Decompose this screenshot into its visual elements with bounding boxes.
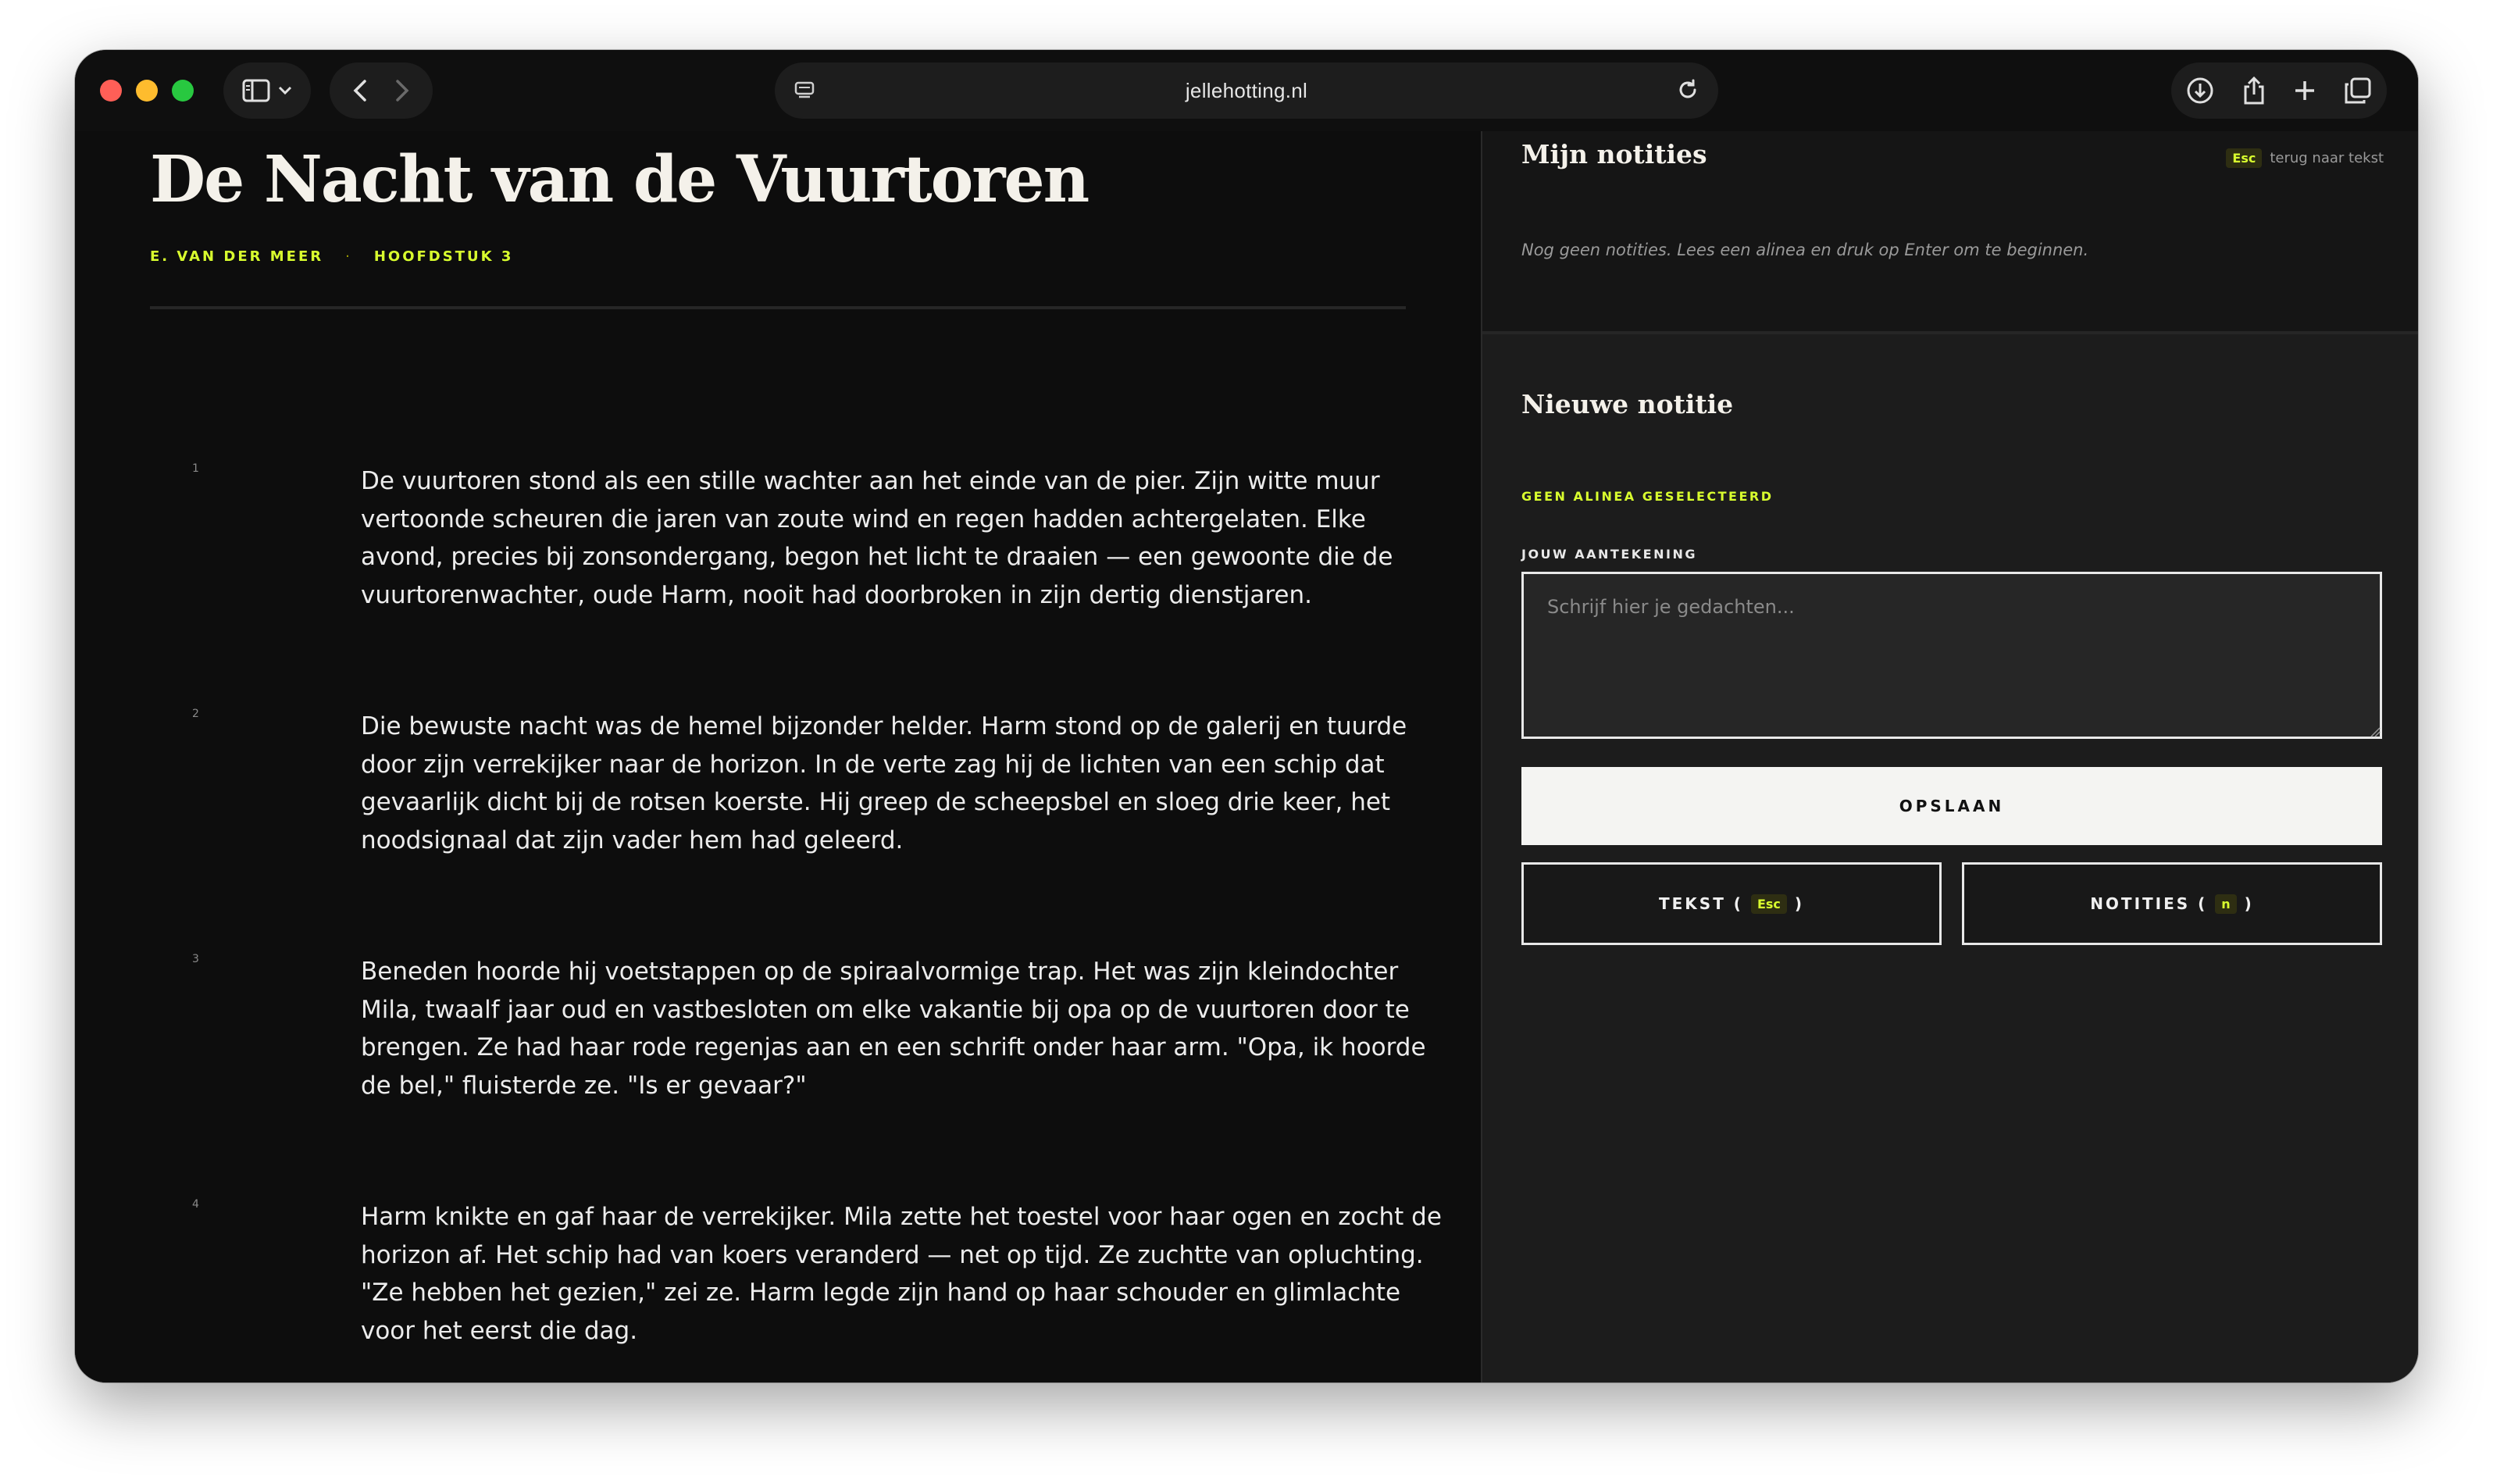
url-text: jellehotting.nl bbox=[1185, 78, 1308, 102]
reload-icon[interactable] bbox=[1676, 78, 1699, 102]
minimize-window-button[interactable] bbox=[136, 80, 158, 102]
address-bar[interactable] bbox=[775, 62, 1718, 119]
notes-panel bbox=[1481, 131, 2418, 1382]
paren-close: ) bbox=[1794, 894, 1805, 913]
paragraph-text: Die bewuste nacht was de hemel bijzonder helder. Harm stond op de galerij en tuurde door zijn verrekijker naar de horizon. In de verte zag hij de lichten van een schip dat gevaarlijk dicht bij de rotsen koerste. Hij greep de scheepsbel en sloeg drie keer, het noodsignaal dat zijn vader hem had geleerd. bbox=[361, 712, 1407, 854]
maximize-window-button[interactable] bbox=[172, 80, 194, 102]
book-title: De Nacht van de Vuurtoren bbox=[150, 142, 1089, 217]
paragraph-text: Harm knikte en gaf haar de verrekijker. Mila zette het toestel voor haar ogen en zocht de horizon af. Het schip had van koers veranderd — net op tijd. Ze zuchtte van opluchting. "Ze hebben het gezien," zei ze. Harm legde zijn hand op haar schouder en glimlachte voor het eerst die dag. bbox=[361, 1203, 1442, 1345]
save-button[interactable]: OPSLAAN bbox=[1521, 767, 2382, 845]
back-to-text-label: TEKST ( bbox=[1658, 894, 1743, 913]
paragraph-number: 4 bbox=[192, 1198, 199, 1211]
esc-key-badge: Esc bbox=[1751, 894, 1787, 914]
notes-list-section bbox=[1482, 131, 2418, 334]
header-divider bbox=[150, 306, 1406, 309]
chapter-label: HOOFDSTUK 3 bbox=[373, 248, 514, 265]
sidebar-icon bbox=[242, 79, 270, 102]
browser-toolbar bbox=[75, 50, 2418, 131]
annotation-input[interactable] bbox=[1521, 572, 2382, 739]
browser-window bbox=[75, 50, 2418, 1382]
paragraph-text: De vuurtoren stond als een stille wachter aan het einde van de pier. Zijn witte muur vertoonde scheuren die jaren van zoute wind en regen hadden achtergelaten. Elke avond, precies bij zonsondergang, begon het licht te draaien — een gewoonte die de vuurtorenwachter, oude Harm, nooit had doorbroken in zijn dertig dienstjaren. bbox=[361, 467, 1393, 609]
sidebar-toggle-button[interactable] bbox=[223, 62, 311, 119]
show-notes-label: NOTITIES ( bbox=[2090, 894, 2208, 913]
paren-close: ) bbox=[2244, 894, 2254, 913]
back-arrow-icon[interactable] bbox=[353, 79, 367, 102]
esc-hint bbox=[2226, 148, 2384, 168]
meta-separator: · bbox=[345, 248, 352, 265]
back-to-text-button[interactable] bbox=[1521, 862, 1942, 945]
chevron-down-icon bbox=[278, 86, 292, 95]
empty-notes-message: Nog geen notities. Lees een alinea en druk op Enter om te beginnen. bbox=[1521, 241, 2089, 259]
page-settings-icon[interactable] bbox=[794, 80, 815, 102]
notes-title: Mijn notities bbox=[1521, 139, 1707, 169]
reader-panel bbox=[75, 131, 1481, 1382]
tab-overview-icon[interactable] bbox=[2344, 77, 2372, 105]
paragraph-number: 1 bbox=[192, 462, 199, 475]
new-tab-icon[interactable] bbox=[2293, 79, 2316, 102]
forward-arrow-icon[interactable] bbox=[395, 79, 409, 102]
paragraph-number: 3 bbox=[192, 953, 199, 965]
selection-status: GEEN ALINEA GESELECTEERD bbox=[1521, 489, 1774, 504]
book-meta bbox=[150, 248, 513, 265]
resize-handle-icon[interactable] bbox=[2370, 726, 2381, 737]
paragraph-number: 2 bbox=[192, 708, 199, 720]
browser-actions bbox=[2171, 62, 2387, 119]
show-notes-button[interactable] bbox=[1962, 862, 2382, 945]
share-icon[interactable] bbox=[2242, 76, 2267, 105]
download-icon[interactable] bbox=[2186, 77, 2214, 105]
paragraph-text: Beneden hoorde hij voetstappen op de spiraalvormige trap. Het was zijn kleindochter Mila, twaalf jaar oud en vastbesloten om elke vakantie bij opa op de vuurtoren door te brengen. Ze had haar rode regenjas aan en een schrift onder haar arm. "Opa, ik hoorde de bel," fluisterde ze. "Is er gevaar?" bbox=[361, 958, 1426, 1100]
annotation-label: JOUW AANTEKENING bbox=[1521, 547, 1697, 562]
author-name: E. VAN DER MEER bbox=[150, 248, 324, 265]
close-window-button[interactable] bbox=[100, 80, 122, 102]
new-note-title: Nieuwe notitie bbox=[1521, 389, 1734, 419]
esc-hint-text: terug naar tekst bbox=[2270, 150, 2384, 166]
history-navigation bbox=[330, 62, 433, 119]
esc-key-badge: Esc bbox=[2226, 148, 2262, 168]
n-key-badge: n bbox=[2215, 894, 2236, 914]
